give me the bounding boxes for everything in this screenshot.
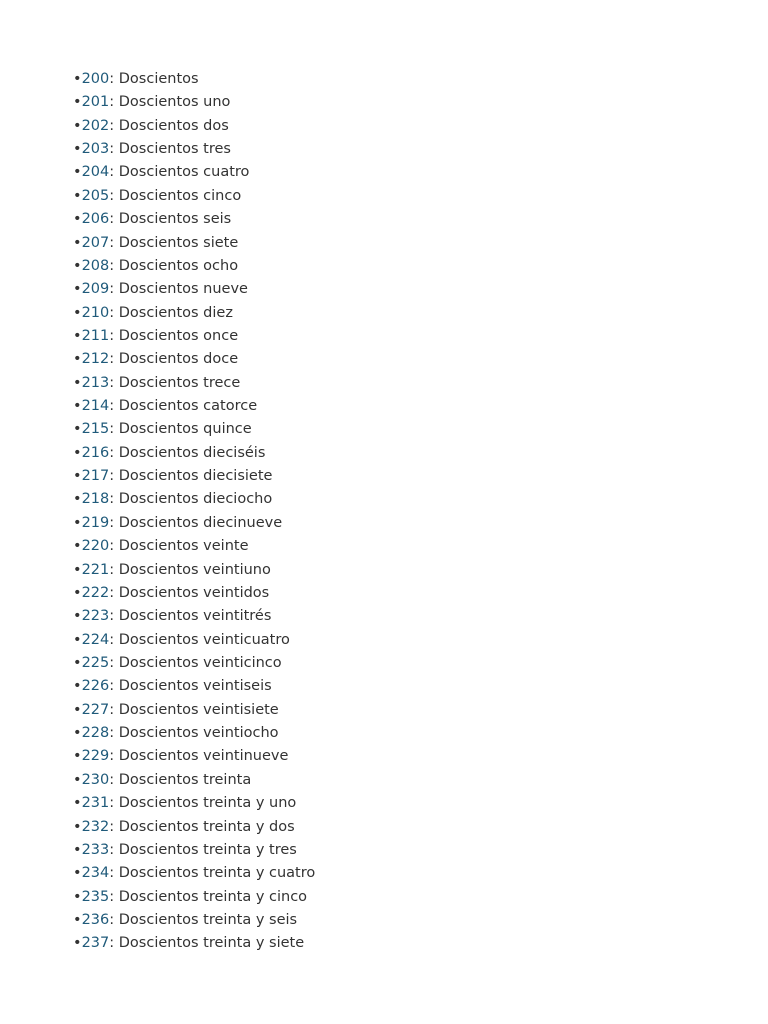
bullet-icon: • [73, 678, 82, 695]
item-number-link[interactable]: 225 [81, 654, 110, 671]
bullet-icon: • [73, 141, 82, 158]
item-separator: : [109, 444, 119, 461]
item-separator: : [109, 94, 119, 111]
item-separator: : [109, 888, 119, 905]
item-number-link[interactable]: 235 [81, 888, 110, 905]
list-item [73, 699, 315, 722]
item-number-link[interactable]: 226 [81, 678, 110, 695]
item-number-link[interactable]: 229 [81, 748, 110, 765]
item-number-link[interactable]: 201 [81, 94, 110, 111]
item-word: Doscientos cinco [118, 187, 242, 204]
list-item [73, 302, 315, 325]
list-item [73, 629, 315, 652]
item-separator: : [109, 748, 119, 765]
bullet-icon: • [73, 71, 82, 87]
list-item [73, 839, 315, 862]
bullet-icon: • [73, 234, 82, 251]
item-word: Doscientos treinta [118, 771, 252, 788]
item-separator: : [109, 841, 119, 858]
item-separator: : [109, 538, 119, 555]
bullet-icon: • [73, 841, 82, 858]
list-item [73, 278, 315, 301]
item-number-link[interactable]: 205 [81, 187, 110, 204]
item-word: Doscientos treinta y tres [118, 841, 297, 858]
item-word: Doscientos veinticuatro [118, 631, 290, 648]
item-separator: : [109, 654, 119, 671]
list-item [73, 559, 315, 582]
list-item [73, 232, 315, 255]
item-number-link[interactable]: 217 [81, 468, 110, 485]
bullet-icon: • [73, 94, 82, 111]
item-number-link[interactable]: 228 [81, 725, 110, 742]
item-word: Doscientos trece [118, 374, 241, 391]
item-separator: : [109, 164, 119, 181]
item-separator: : [109, 187, 119, 204]
item-number-link[interactable]: 214 [81, 398, 110, 415]
item-word: Doscientos veintitrés [118, 608, 272, 625]
item-separator: : [109, 234, 119, 251]
bullet-icon: • [73, 795, 82, 812]
list-item [73, 722, 315, 745]
list-item [73, 862, 315, 885]
item-number-link[interactable]: 206 [81, 211, 110, 228]
list-item [73, 161, 315, 184]
bullet-icon: • [73, 211, 82, 228]
item-number-link[interactable]: 213 [81, 374, 110, 391]
number-words-list [73, 68, 315, 956]
bullet-icon: • [73, 561, 82, 578]
bullet-icon: • [73, 187, 82, 204]
item-word: Doscientos treinta y dos [118, 818, 295, 835]
item-word: Doscientos veintiuno [118, 561, 271, 578]
bullet-icon: • [73, 421, 82, 438]
list-item [73, 465, 315, 488]
item-word: Doscientos treinta y cinco [118, 888, 308, 905]
item-separator: : [109, 71, 119, 87]
item-number-link[interactable]: 216 [81, 444, 110, 461]
item-separator: : [109, 327, 119, 344]
item-separator: : [109, 631, 119, 648]
item-number-link[interactable]: 227 [81, 701, 110, 718]
item-word: Doscientos diecinueve [118, 514, 283, 531]
item-separator: : [109, 468, 119, 485]
list-item [73, 255, 315, 278]
item-number-link[interactable]: 231 [81, 795, 110, 812]
item-number-link[interactable]: 232 [81, 818, 110, 835]
item-separator: : [109, 818, 119, 835]
item-word: Doscientos quince [118, 421, 252, 438]
bullet-icon: • [73, 281, 82, 298]
item-number-link[interactable]: 215 [81, 421, 110, 438]
item-separator: : [109, 117, 119, 134]
list-item [73, 512, 315, 535]
bullet-icon: • [73, 327, 82, 344]
list-item [73, 442, 315, 465]
item-separator: : [109, 281, 119, 298]
item-number-link[interactable]: 224 [81, 631, 110, 648]
item-separator: : [109, 351, 119, 368]
item-word: Doscientos veintinueve [118, 748, 289, 765]
item-separator: : [109, 935, 119, 952]
item-number-link[interactable]: 200 [81, 71, 110, 87]
bullet-icon: • [73, 654, 82, 671]
item-separator: : [109, 398, 119, 415]
bullet-icon: • [73, 865, 82, 882]
item-separator: : [109, 701, 119, 718]
item-separator: : [109, 771, 119, 788]
item-word: Doscientos nueve [118, 281, 248, 298]
bullet-icon: • [73, 117, 82, 134]
list-item [73, 745, 315, 768]
list-item [73, 115, 315, 138]
item-word: Doscientos veinte [118, 538, 249, 555]
item-word: Doscientos once [118, 327, 239, 344]
bullet-icon: • [73, 748, 82, 765]
bullet-icon: • [73, 444, 82, 461]
list-item [73, 675, 315, 698]
item-separator: : [109, 584, 119, 601]
list-item [73, 138, 315, 161]
list-item [73, 488, 315, 511]
item-separator: : [109, 491, 119, 508]
item-word: Doscientos diez [118, 304, 233, 321]
bullet-icon: • [73, 725, 82, 742]
item-separator: : [109, 608, 119, 625]
list-item [73, 582, 315, 605]
bullet-icon: • [73, 584, 82, 601]
item-separator: : [109, 304, 119, 321]
item-word: Doscientos siete [118, 234, 239, 251]
list-item [73, 886, 315, 909]
list-item [73, 325, 315, 348]
bullet-icon: • [73, 771, 82, 788]
item-number-link[interactable]: 221 [81, 561, 110, 578]
list-item [73, 652, 315, 675]
item-word: Doscientos dieciséis [118, 444, 266, 461]
item-number-link[interactable]: 212 [81, 351, 110, 368]
item-separator: : [109, 514, 119, 531]
item-number-link[interactable]: 211 [81, 327, 110, 344]
item-word: Doscientos treinta y cuatro [118, 865, 316, 882]
list-item [73, 932, 315, 955]
bullet-icon: • [73, 538, 82, 555]
bullet-icon: • [73, 911, 82, 928]
bullet-icon: • [73, 257, 82, 274]
list-item [73, 208, 315, 231]
item-separator: : [109, 211, 119, 228]
bullet-icon: • [73, 818, 82, 835]
item-number-link[interactable]: 230 [81, 771, 110, 788]
item-separator: : [109, 795, 119, 812]
list-item [73, 418, 315, 441]
item-number-link[interactable]: 218 [81, 491, 110, 508]
list-item [73, 909, 315, 932]
item-number-link[interactable]: 234 [81, 865, 110, 882]
item-number-link[interactable]: 202 [81, 117, 110, 134]
bullet-icon: • [73, 351, 82, 368]
item-separator: : [109, 911, 119, 928]
item-word: Doscientos [118, 71, 199, 87]
item-separator: : [109, 678, 119, 695]
item-word: Doscientos veintiocho [118, 725, 279, 742]
bullet-icon: • [73, 608, 82, 625]
list-item [73, 816, 315, 839]
bullet-icon: • [73, 374, 82, 391]
item-separator: : [109, 561, 119, 578]
item-number-link[interactable]: 203 [81, 141, 110, 158]
item-separator: : [109, 421, 119, 438]
item-separator: : [109, 865, 119, 882]
item-word: Doscientos uno [118, 94, 231, 111]
bullet-icon: • [73, 514, 82, 531]
item-separator: : [109, 141, 119, 158]
item-word: Doscientos ocho [118, 257, 239, 274]
bullet-icon: • [73, 888, 82, 905]
list-item [73, 769, 315, 792]
item-word: Doscientos veintisiete [118, 701, 279, 718]
item-separator: : [109, 257, 119, 274]
item-number-link[interactable]: 233 [81, 841, 110, 858]
bullet-icon: • [73, 304, 82, 321]
item-number-link[interactable]: 222 [81, 584, 110, 601]
item-word: Doscientos dos [118, 117, 229, 134]
item-word: Doscientos doce [118, 351, 239, 368]
item-word: Doscientos veintidos [118, 584, 270, 601]
list-item [73, 372, 315, 395]
item-number-link[interactable]: 204 [81, 164, 110, 181]
item-word: Doscientos diecisiete [118, 468, 273, 485]
item-number-link[interactable]: 220 [81, 538, 110, 555]
bullet-icon: • [73, 631, 82, 648]
list-item [73, 68, 315, 91]
list-item [73, 348, 315, 371]
item-number-link[interactable]: 210 [81, 304, 110, 321]
bullet-icon: • [73, 935, 82, 952]
bullet-icon: • [73, 398, 82, 415]
list-item [73, 605, 315, 628]
item-word: Doscientos veintiseis [118, 678, 272, 695]
bullet-icon: • [73, 701, 82, 718]
item-number-link[interactable]: 237 [81, 935, 110, 952]
item-word: Doscientos cuatro [118, 164, 250, 181]
item-number-link[interactable]: 209 [81, 281, 110, 298]
list-item [73, 91, 315, 114]
list-item [73, 792, 315, 815]
item-word: Doscientos seis [118, 211, 232, 228]
list-item [73, 395, 315, 418]
item-number-link[interactable]: 219 [81, 514, 110, 531]
item-word: Doscientos veinticinco [118, 654, 282, 671]
item-word: Doscientos treinta y siete [118, 935, 305, 952]
list-item [73, 535, 315, 558]
item-number-link[interactable]: 223 [81, 608, 110, 625]
item-number-link[interactable]: 208 [81, 257, 110, 274]
bullet-icon: • [73, 491, 82, 508]
item-word: Doscientos dieciocho [118, 491, 273, 508]
item-number-link[interactable]: 236 [81, 911, 110, 928]
item-separator: : [109, 725, 119, 742]
item-word: Doscientos treinta y uno [118, 795, 297, 812]
item-separator: : [109, 374, 119, 391]
bullet-icon: • [73, 164, 82, 181]
item-number-link[interactable]: 207 [81, 234, 110, 251]
item-word: Doscientos catorce [118, 398, 258, 415]
item-word: Doscientos treinta y seis [118, 911, 298, 928]
item-word: Doscientos tres [118, 141, 231, 158]
list-item [73, 185, 315, 208]
bullet-icon: • [73, 468, 82, 485]
